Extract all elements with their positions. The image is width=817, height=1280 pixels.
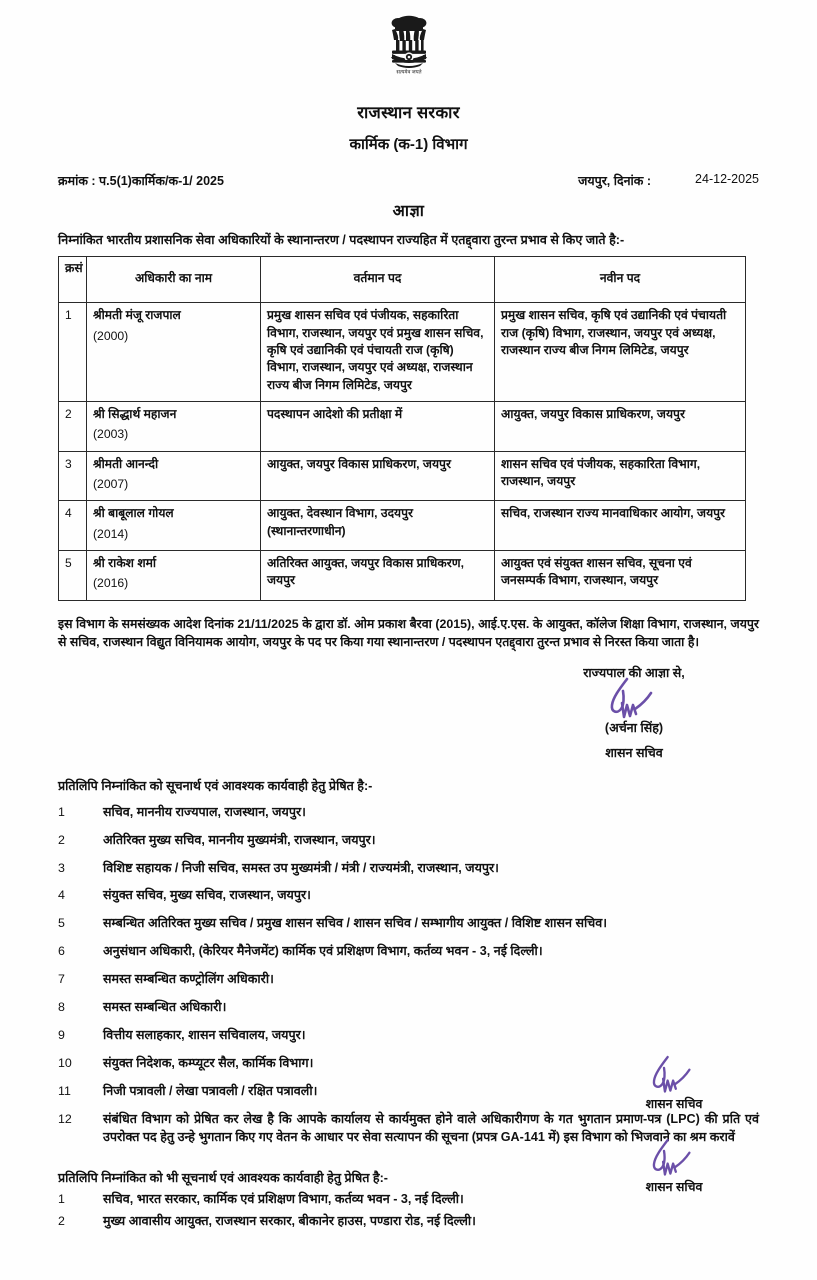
item-number: 2 [58, 832, 65, 847]
cell-serial: 3 [59, 451, 87, 501]
item-number: 4 [58, 888, 65, 903]
cell-current-post: प्रमुख शासन सचिव एवं पंजीयक, सहकारिता विभाग, राजस्थान, जयपुर एवं प्रमुख शासन सचिव, कृषि एवं उद्यानिकी एवं पंचायती राज (कृषि) विभाग, राजस्थान, जयपुर एवं अध्यक्ष, राजस्थान राज्य बीज निगम लिमिटेड, जयपुर [261, 303, 495, 402]
distribution-heading-second: प्रतिलिपि निम्नांकित को भी सूचनार्थ एवं आवश्यक कार्यवाही हेतु प्रेषित है:- [58, 1171, 388, 1186]
intro-paragraph: निम्नांकित भारतीय प्रशासनिक सेवा अधिकारियों के स्थानान्तरण / पदस्थापन राज्यहित में एतद्द्वारा तुरन्त प्रभाव से किए जाते है:- [58, 233, 625, 247]
reference-date-row [58, 172, 759, 189]
cell-serial: 5 [59, 550, 87, 600]
table-row [59, 401, 746, 451]
government-title: राजस्थान सरकार [357, 104, 460, 122]
column-header-serial: क्रसं [59, 257, 87, 303]
cell-current-post: अतिरिक्त आयुक्त, जयपुर विकास प्राधिकरण, जयपुर [261, 550, 495, 600]
handwritten-signature-icon [635, 1136, 713, 1184]
list-item [58, 831, 759, 850]
item-text: अतिरिक्त मुख्य सचिव, माननीय मुख्यमंत्री, राजस्थान, जयपुर। [103, 832, 376, 847]
cell-current-post: आयुक्त, जयपुर विकास प्राधिकरण, जयपुर [261, 451, 495, 501]
reference-number-block [58, 172, 224, 189]
item-number: 9 [58, 1027, 65, 1042]
order-date: 24-12-2025 [695, 172, 759, 186]
place-date-label: जयपुर, दिनांक : [578, 174, 652, 188]
officer-batch-year: (2007) [93, 476, 129, 491]
cell-current-post: आयुक्त, देवस्थान विभाग, उदयपुर (स्थानान्तरणाधीन) [261, 501, 495, 551]
item-number: 1 [58, 804, 65, 819]
officers-transfer-table [58, 256, 746, 600]
cell-new-post: सचिव, राजस्थान राज्य मानवाधिकार आयोग, जयपुर [495, 501, 746, 551]
item-text: समस्त सम्बन्धित अधिकारी। [103, 999, 227, 1014]
column-header-current-post: वर्तमान पद [261, 257, 495, 303]
signature-block-main [58, 664, 759, 761]
item-text: वित्तीय सलाहकार, शासन सचिवालय, जयपुर। [103, 1027, 306, 1042]
item-text: मुख्य आवासीय आयुक्त, राजस्थान सरकार, बीकानेर हाउस, पण्डारा रोड, नई दिल्ली। [103, 1214, 476, 1229]
by-order-of-governor: राज्यपाल की आज्ञा से, [583, 665, 685, 680]
emblem-motto: सत्यमेव जयते [395, 69, 422, 76]
reference-label: क्रमांक : [58, 174, 96, 188]
item-number: 12 [58, 1111, 72, 1126]
item-text: अनुसंधान अधिकारी, (केरियर मैनेजमेंट) कार्मिक एवं प्रशिक्षण विभाग, कर्तव्य भवन - 3, नई दिल्ली। [103, 944, 543, 959]
handwritten-signature-icon [635, 1053, 713, 1101]
department-title: कार्मिक (क-1) विभाग [349, 136, 468, 153]
table-header-row [59, 257, 746, 303]
officer-batch-year: (2016) [93, 576, 129, 591]
cell-serial: 4 [59, 501, 87, 551]
revocation-paragraph: इस विभाग के समसंख्यक आदेश दिनांक 21/11/2025 के द्वारा डॉ. ओम प्रकाश बैरवा (2015), आई.ए.एस. के आयुक्त, कॉलेज शिक्षा विभाग, राजस्थान, जयपुर से सचिव, राजस्थान विद्युत विनियामक आयोग, जयपुर के पद पर किया गया स्थानान्तरण / पदस्थापन एतद्द्वारा तुरन्त प्रभाव से निरस्त किया जाता है। [58, 616, 759, 650]
item-number: 8 [58, 999, 65, 1014]
item-number: 1 [58, 1192, 65, 1207]
signatory-designation: शासन सचिव [605, 745, 663, 760]
cell-new-post: आयुक्त, जयपुर विकास प्राधिकरण, जयपुर [495, 401, 746, 451]
list-item [58, 970, 759, 989]
cell-new-post: प्रमुख शासन सचिव, कृषि एवं उद्यानिकी एवं पंचायती राज (कृषि) विभाग, राजस्थान, जयपुर एवं अध्यक्ष, राजस्थान राज्य बीज निगम लिमिटेड, जयपुर [495, 303, 746, 402]
officer-batch-year: (2000) [93, 328, 129, 343]
item-number: 6 [58, 944, 65, 959]
table-row [59, 451, 746, 501]
signatory-designation: शासन सचिव [645, 1097, 703, 1111]
national-emblem-icon [383, 14, 435, 80]
column-header-new-post: नवीन पद [495, 257, 746, 303]
signature-block-second [589, 1053, 759, 1112]
table-row [59, 303, 746, 402]
emblem-container [58, 0, 759, 80]
list-item [58, 942, 759, 961]
item-text: विशिष्ट सहायक / निजी सचिव, समस्त उप मुख्यमंत्री / मंत्री / राज्यमंत्री, राजस्थान, जयपुर। [103, 860, 499, 875]
item-text: संबंधित विभाग को प्रेषित कर लेख है कि आपके कार्यालय से कार्यमुक्त होने वाले अधिकारीगण के गत भुगतान प्रमाण-पत्र (LPC) की प्रति एवं उपरोक्त पद हेतु उन्हे भुगतान किए गए वेतन के आधार पर सेवा सत्यापन की सूचना (प्रपत्र GA-141 में) इस विभाग को भिजवाने का श्रम करावें [103, 1111, 759, 1145]
officer-name: श्रीमती मंजू राजपाल [93, 308, 181, 323]
place-date-block [578, 172, 759, 189]
list-item [58, 886, 759, 905]
table-row [59, 550, 746, 600]
list-item [58, 914, 759, 933]
officer-name: श्री राकेश शर्मा [93, 555, 157, 570]
column-header-officer-name: अधिकारी का नाम [87, 257, 261, 303]
cell-serial: 1 [59, 303, 87, 402]
item-number: 3 [58, 860, 65, 875]
signatory-designation: शासन सचिव [645, 1180, 703, 1194]
officer-name: श्री सिद्धार्थ महाजन [93, 406, 177, 421]
cell-officer-name [87, 303, 261, 402]
officer-batch-year: (2003) [93, 427, 129, 442]
cell-new-post: शासन सचिव एवं पंजीयक, सहकारिता विभाग, राजस्थान, जयपुर [495, 451, 746, 501]
list-item [58, 859, 759, 878]
item-text: संयुक्त निदेशक, कम्प्यूटर सैल, कार्मिक विभाग। [103, 1055, 314, 1070]
distribution-list-second [58, 1190, 759, 1231]
cell-serial: 2 [59, 401, 87, 451]
officer-name: श्री बाबूलाल गोयल [93, 506, 174, 521]
item-text: समस्त सम्बन्धित कण्ट्रोलिंग अधिकारी। [103, 972, 274, 987]
cell-officer-name [87, 451, 261, 501]
item-text: सचिव, भारत सरकार, कार्मिक एवं प्रशिक्षण विभाग, कर्तव्य भवन - 3, नई दिल्ली। [103, 1192, 464, 1207]
cell-officer-name [87, 550, 261, 600]
list-item [58, 1026, 759, 1045]
item-text: संयुक्त सचिव, मुख्य सचिव, राजस्थान, जयपुर। [103, 888, 311, 903]
item-text: सचिव, माननीय राज्यपाल, राजस्थान, जयपुर। [103, 804, 306, 819]
item-number: 7 [58, 972, 65, 987]
cell-new-post: आयुक्त एवं संयुक्त शासन सचिव, सूचना एवं जनसम्पर्क विभाग, राजस्थान, जयपुर [495, 550, 746, 600]
cell-current-post: पदस्थापन आदेशो की प्रतीक्षा में [261, 401, 495, 451]
table-row [59, 501, 746, 551]
cell-officer-name [87, 401, 261, 451]
item-number: 5 [58, 916, 65, 931]
reference-number: प.5(1)कार्मिक/क-1/ 2025 [99, 174, 224, 188]
item-number: 2 [58, 1214, 65, 1229]
item-number: 11 [58, 1083, 71, 1098]
handwritten-signature-icon [591, 675, 677, 727]
cell-officer-name [87, 501, 261, 551]
item-text: सम्बन्धित अतिरिक्त मुख्य सचिव / प्रमुख शासन सचिव / शासन सचिव / सम्भागीय आयुक्त / विशिष्ट शासन सचिव। [103, 916, 608, 931]
item-text: निजी पत्रावली / लेखा पत्रावली / रक्षित पत्रावली। [103, 1083, 318, 1098]
signatory-name: (अर्चना सिंह) [604, 720, 664, 735]
distribution-heading: प्रतिलिपि निम्नांकित को सूचनार्थ एवं आवश्यक कार्यवाही हेतु प्रेषित है:- [58, 778, 373, 793]
list-item [58, 803, 759, 822]
list-item [58, 1212, 759, 1231]
list-item [58, 998, 759, 1017]
officer-name: श्रीमती आनन्दी [93, 456, 159, 471]
signature-block-third [589, 1136, 759, 1195]
item-number: 10 [58, 1055, 72, 1070]
order-heading: आज्ञा [392, 203, 425, 220]
officer-batch-year: (2014) [93, 526, 129, 541]
